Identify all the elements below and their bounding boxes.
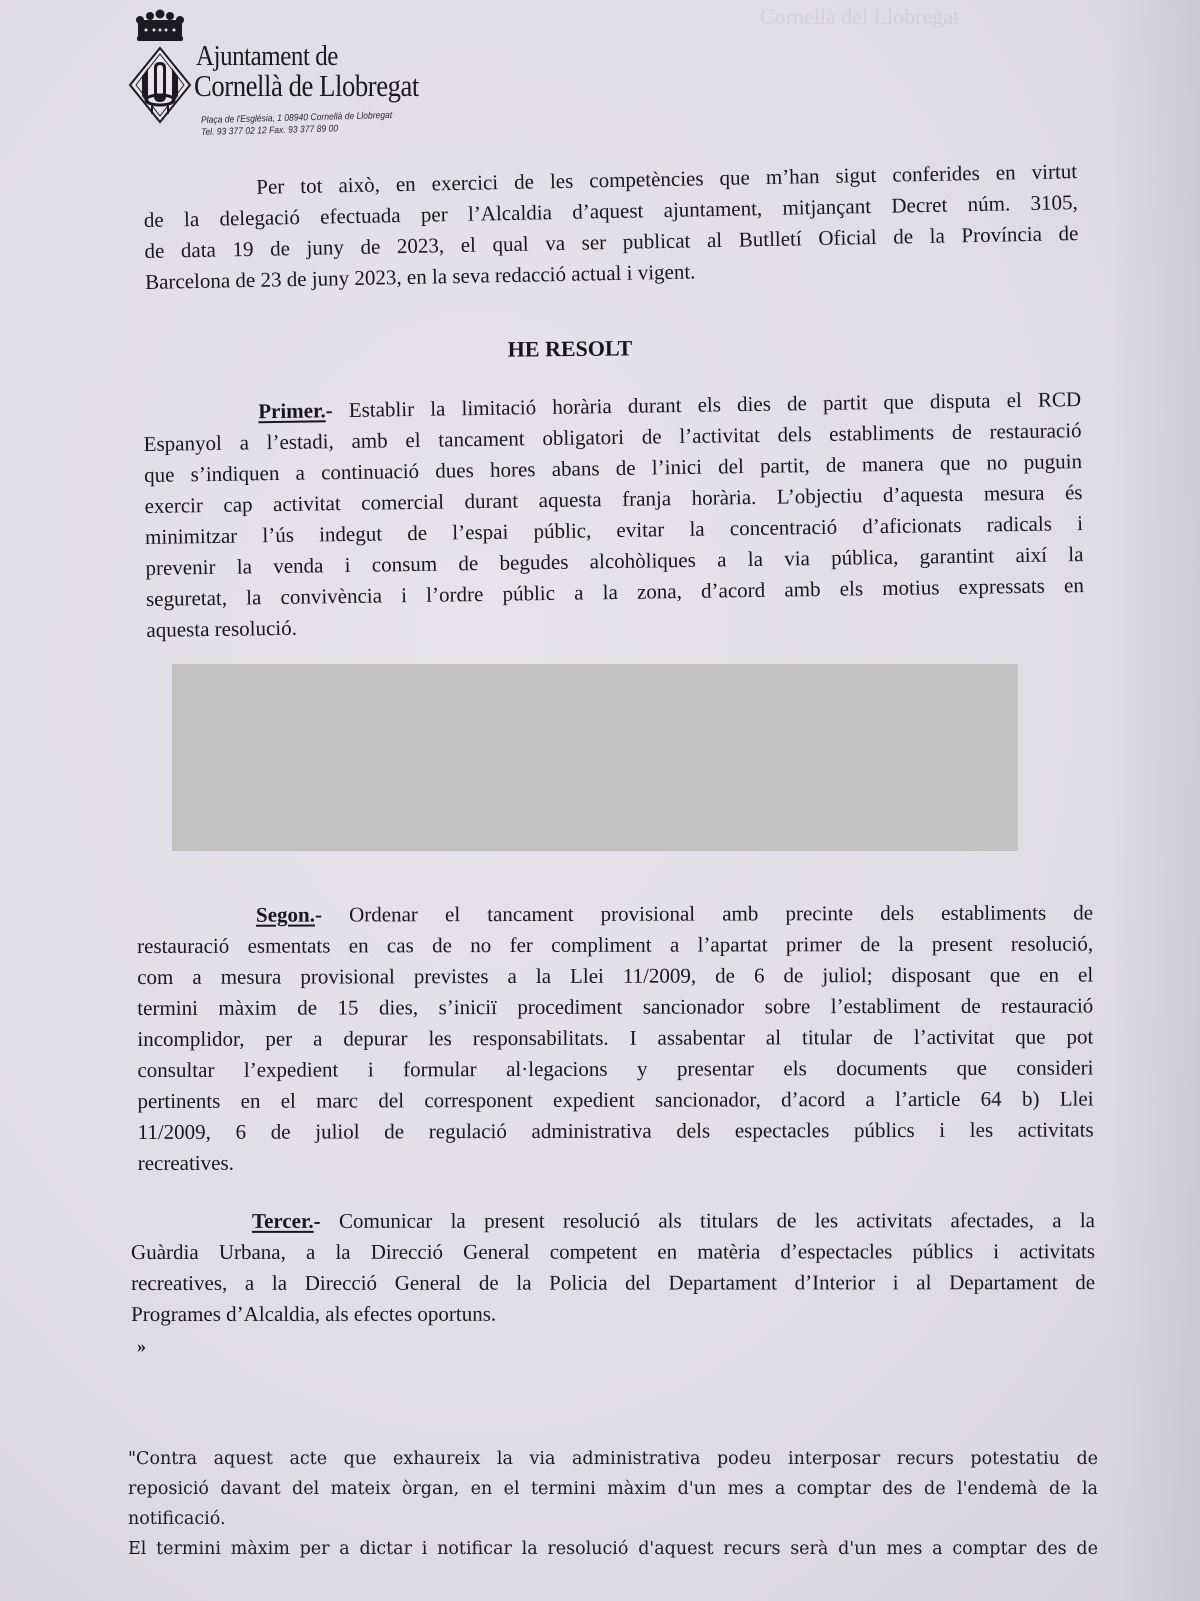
crown-icon (134, 8, 186, 42)
segon-line: restauració esmentats en cas de no fer compliment a l’apartat primer de la present resolució, (137, 931, 1094, 958)
segon-line: 11/2009, 6 de juliol de regulació administrativa dels espectacles públics i les activitats (137, 1117, 1094, 1144)
tercer-paragraph (131, 1205, 1095, 1330)
appeal-second-paragraph: El termini màxim per a dictar i notificar la resolució d'aquest recurs serà d'un mes a comptar des de (128, 1539, 1098, 1559)
segon-line: consultar l’expedient i formular al·legacions y presentar els documents que consideri (137, 1055, 1094, 1082)
segon-paragraph (137, 897, 1094, 1179)
primer-text: Establir la limitació horària durant els dies de partit que disputa el RCD (348, 387, 1082, 422)
letterhead (128, 6, 468, 146)
municipality-phone-fax: Tel. 93 377 02 12 Fax. 93 377 89 00 (200, 123, 339, 138)
primer-line: seguretat, la convivència i l’ordre públic a la zona, d’acord amb els motius expressats en (145, 573, 1085, 611)
segon-line: com a mesura provisional previstes a la Llei 11/2009, de 6 de juliol; disposant que en el (137, 962, 1094, 989)
intro-line: Barcelona de 23 de juny 2023, en la seva redacció actual i vigent. (144, 259, 696, 294)
intro-paragraph (143, 156, 1079, 298)
appeal-notice (128, 1444, 1098, 1564)
appeal-line: reposició davant del mateix òrgan, en el termini màxim d'un mes a comptar des de l'endemà de la (128, 1479, 1098, 1499)
primer-paragraph (143, 384, 1085, 646)
page-edge-shadow (1110, 0, 1200, 1601)
tercer-line: recreatives, a la Direcció General de la Policia del Departament d’Interior i al Departament de (131, 1270, 1096, 1295)
primer-line: aquesta resolució. (146, 615, 298, 642)
resolution-heading: HE RESOLT (507, 335, 633, 362)
intro-line: de la delegació efectuada per l’Alcaldia d’aquest ajuntament, mitjançant Decret núm. 3105, (143, 190, 1078, 232)
intro-line: de data 19 de juny de 2023, el qual va ser publicat al Butlletí Oficial de la Província de (144, 221, 1079, 263)
primer-line: prevenir la venda i consum de begudes alcohòliques a la via pública, garantint així la (145, 542, 1084, 580)
primer-label: Primer. (258, 398, 326, 424)
segon-first-line (137, 897, 1093, 931)
segon-text: Ordenar el tancament provisional amb precinte dels establiments de (349, 900, 1094, 927)
segon-line: incomplidor, per a depurar les responsabilitats. I assabentar al titular de l’activitat que pot (137, 1024, 1094, 1051)
coat-of-arms-icon (128, 46, 192, 124)
segon-dash: - (314, 902, 350, 927)
municipality-name-line2: Cornellà de Llobregat (194, 68, 419, 103)
tercer-first-line (131, 1205, 1095, 1237)
primer-line: minimitzar l’ús indegut de l’espai públic, evitar la concentració d’aficionats radicals i (144, 511, 1084, 549)
municipality-name-line1: Ajuntament de (196, 40, 338, 72)
appeal-line: notificació. (128, 1509, 226, 1529)
appeal-line: "Contra aquest acte que exhaureix la via administrativa podeu interposar recurs potestatiu de (128, 1449, 1098, 1469)
primer-dash: - (325, 397, 349, 423)
municipality-address: Plaça de l'Església, 1 08940 Cornellà de Llobregat (200, 109, 393, 126)
segon-line: recreatives. (137, 1150, 234, 1175)
intro-line: Per tot això, en exercici de les competències que m’han sigut conferides en virtut (256, 159, 1078, 199)
tercer-text: Comunicar la present resolució als titulars de les activitats afectades, a la (338, 1208, 1096, 1233)
primer-line: exercir cap activitat comercial durant aquesta franja horària. L’objectiu d’aquesta mesura és (144, 480, 1083, 518)
tercer-line: Guàrdia Urbana, a la Direcció General competent en matèria d’espectacles públics i activitats (131, 1239, 1096, 1264)
tercer-dash: - (313, 1208, 339, 1233)
primer-line: Espanyol a l’estadi, amb el tancament obligatori de l’activitat dels establiments de restauració (143, 418, 1082, 456)
segon-line: pertinents en el marc del corresponent expedient sancionador, d’acord a l’article 64 b) Llei (137, 1086, 1094, 1113)
segon-line: termini màxim de 15 dies, s’iniciï procediment sancionador sobre l’establiment de restauració (137, 993, 1094, 1020)
primer-line: que s’indiquen a continuació dues hores abans de l’inici del partit, de manera que no puguin (143, 449, 1083, 487)
bleed-through-text: Cornellà del Llobregat (760, 4, 960, 29)
redacted-block (172, 664, 1018, 851)
tercer-label: Tercer. (252, 1208, 314, 1233)
segon-label: Segon. (256, 902, 316, 927)
closing-quote-mark: » (137, 1336, 146, 1356)
tercer-line: Programes d’Alcaldia, als efectes oportuns. (131, 1301, 497, 1326)
